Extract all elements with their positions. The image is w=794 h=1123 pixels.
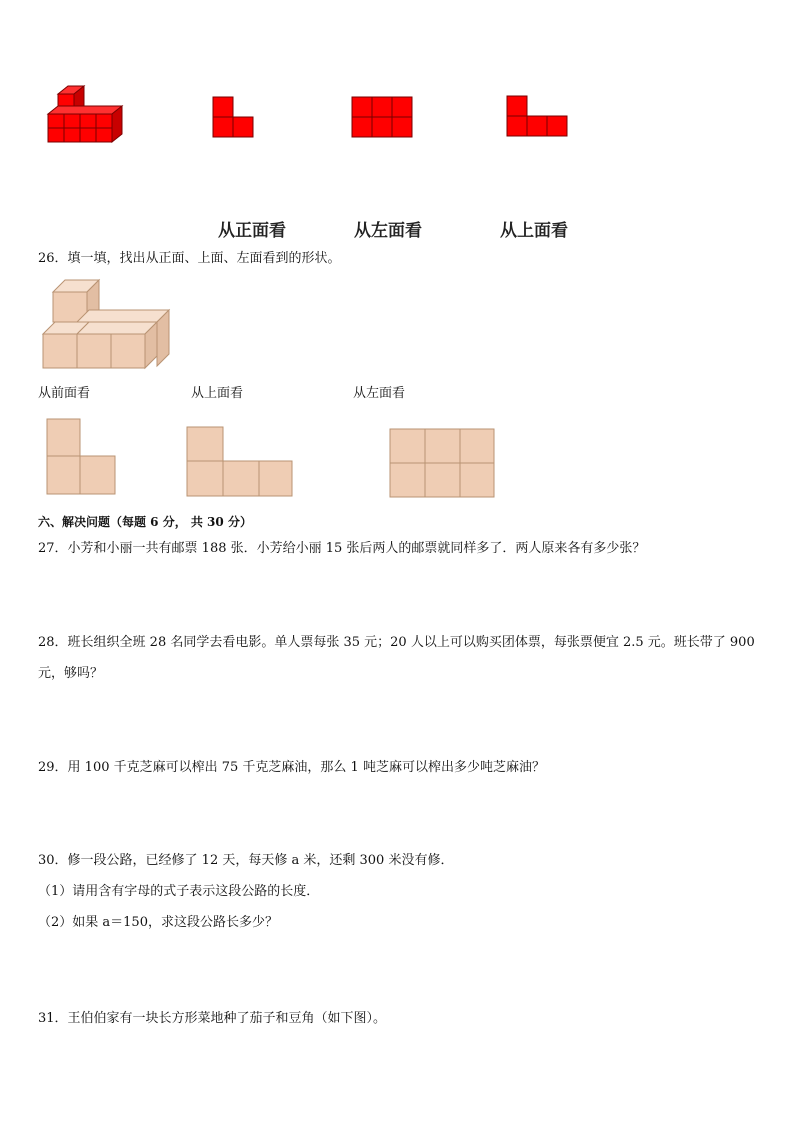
red-cube-solid-figure [40, 82, 130, 147]
section-6-header: 六、解决问题（每题 6 分， 共 30 分） [38, 515, 252, 529]
question-30-stem: 30．修一段公路，已经修了 12 天，每天修 a 米，还剩 300 米没有修． [38, 853, 454, 868]
question-28-line1: 28．班长组织全班 28 名同学去看电影。单人票每张 35 元；20 人以上可以购买团体票，每张票便宜 2.5 元。班长带了 900 [38, 635, 755, 650]
q25-label-left: 从左面看 [354, 221, 422, 241]
red-view-front [213, 97, 255, 139]
question-30-sub2: （2）如果 a＝150，求这段公路长多少？ [38, 915, 278, 930]
q26-prompt: 26．填一填，找出从正面、上面、左面看到的形状。 [38, 251, 341, 266]
tan-cube-solid-figure [43, 280, 173, 370]
question-29: 29．用 100 千克芝麻可以榨出 75 千克芝麻油，那么 1 吨芝麻可以榨出多少吨芝麻油？ [38, 760, 545, 775]
q26-label-front: 从前面看 [38, 386, 91, 401]
question-31: 31．王伯伯家有一块长方形菜地种了茄子和豆角（如下图）。 [38, 1011, 387, 1026]
red-view-top [507, 96, 569, 138]
question-28-line2: 元，够吗？ [38, 666, 104, 681]
tan-view-left [390, 429, 498, 499]
q25-label-top: 从上面看 [500, 221, 568, 241]
tan-view-top [187, 427, 295, 499]
q26-label-top: 从上面看 [191, 386, 244, 401]
question-30-sub1: （1）请用含有字母的式子表示这段公路的长度． [38, 884, 320, 899]
tan-view-front [47, 419, 117, 497]
red-view-left [352, 97, 414, 139]
q26-label-left: 从左面看 [353, 386, 406, 401]
q25-label-front: 从正面看 [218, 221, 286, 241]
question-27: 27．小芳和小丽一共有邮票 188 张．小芳给小丽 15 张后两人的邮票就同样多了．两人原来各有多少张？ [38, 541, 646, 556]
